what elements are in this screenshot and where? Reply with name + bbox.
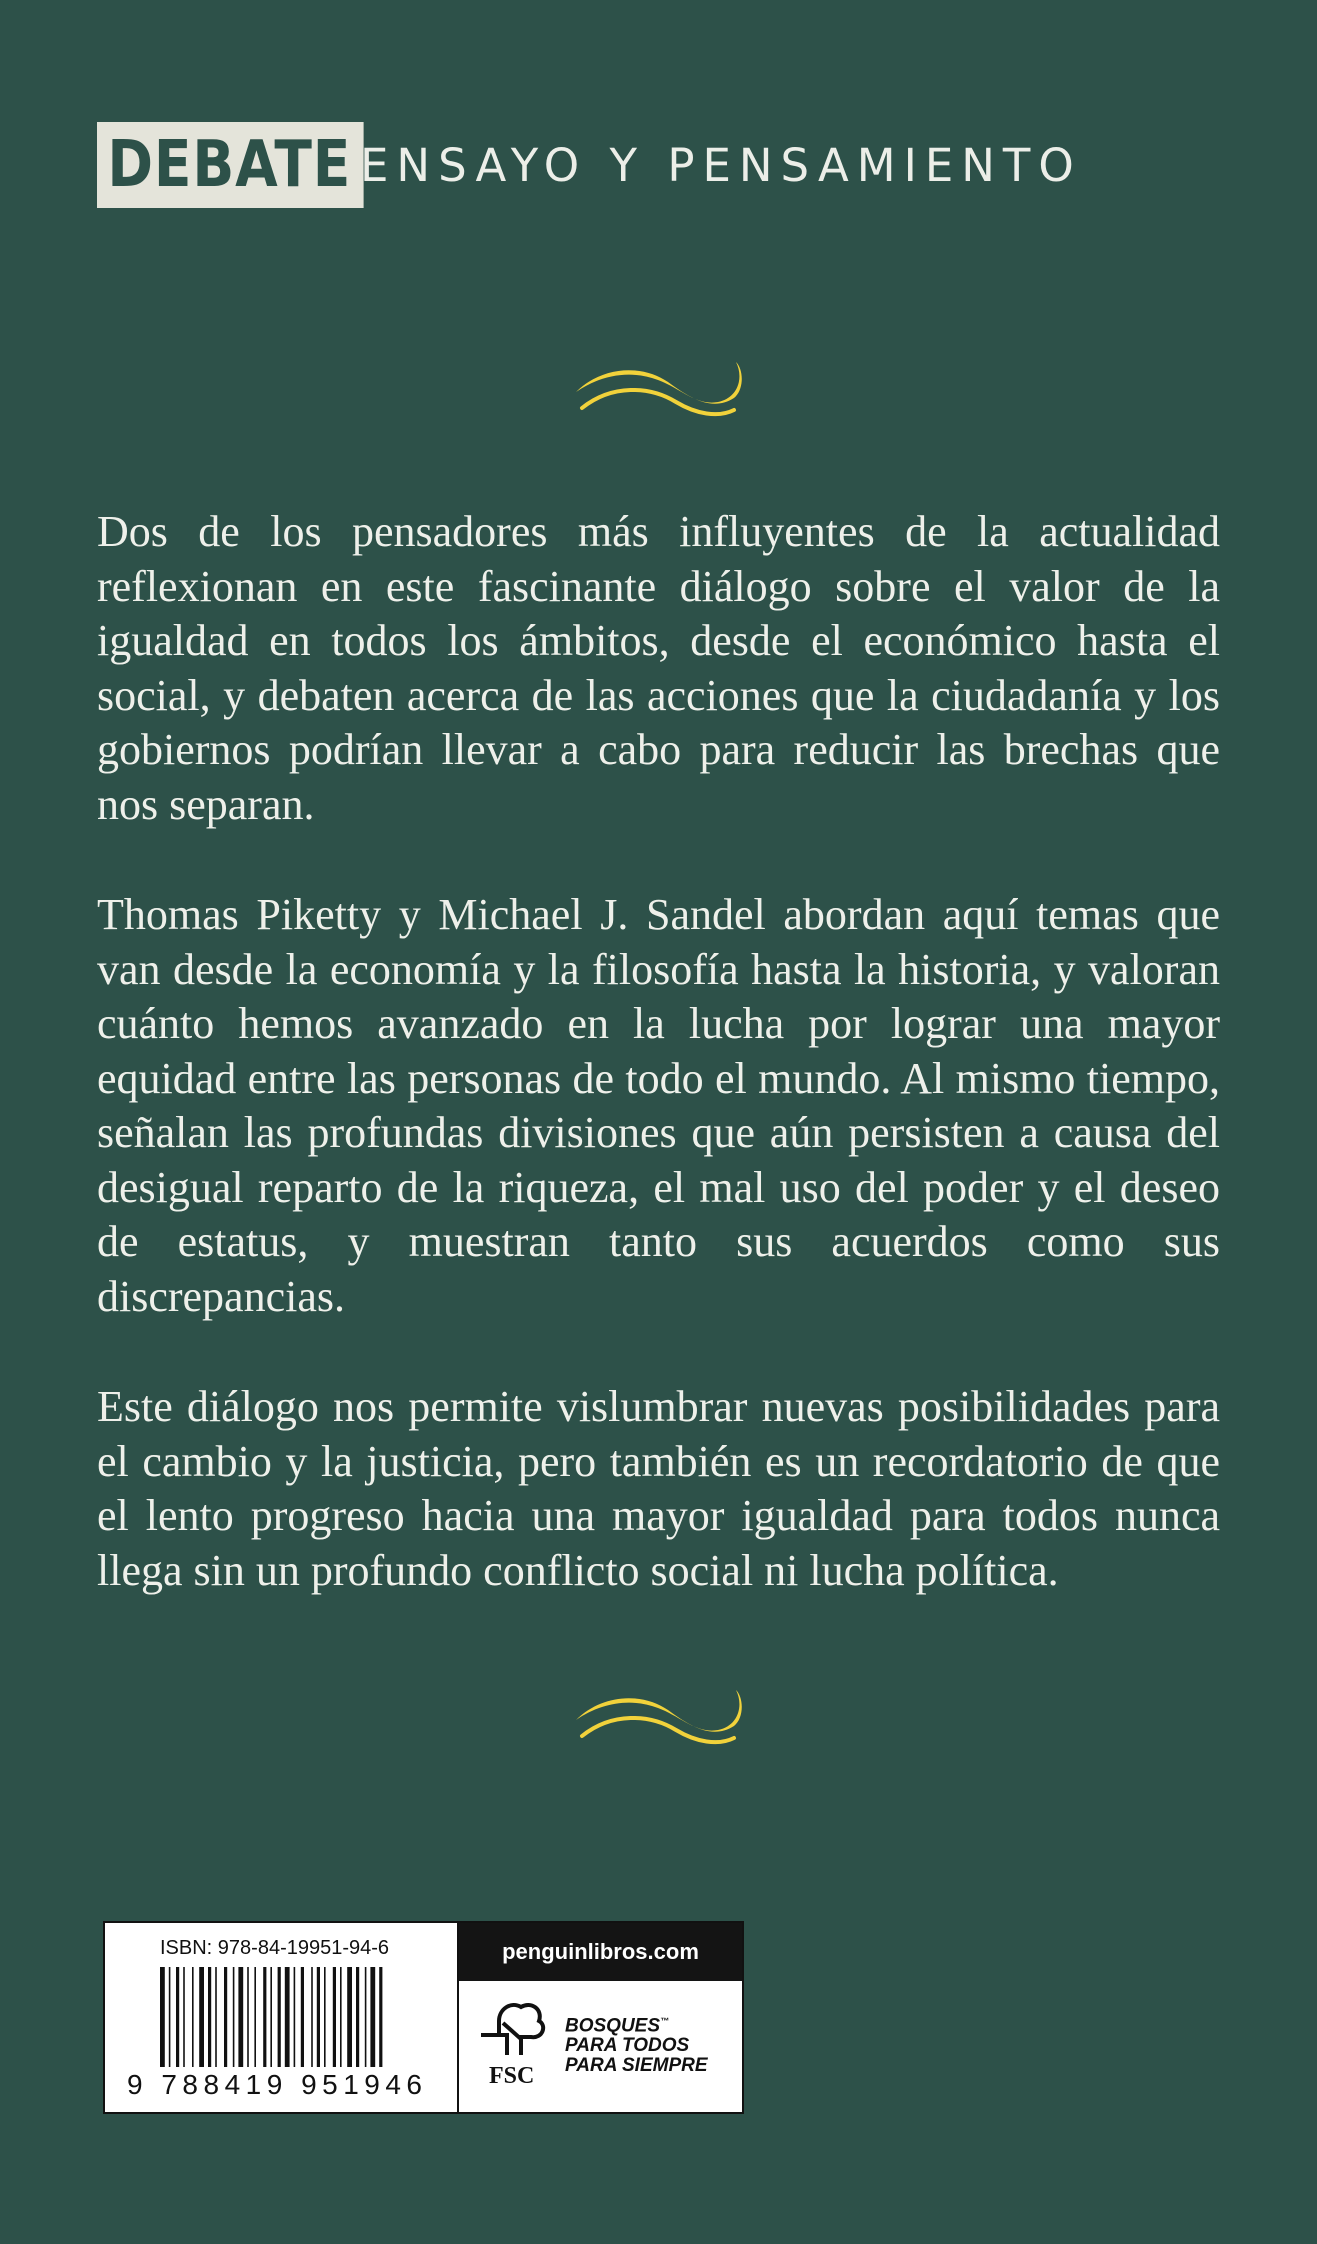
collection-name: ENSAYO Y PENSAMIENTO [360, 139, 1082, 192]
publisher-website: penguinlibros.com [459, 1923, 742, 1981]
swash-ornament-icon [572, 358, 744, 422]
fsc-slogan [565, 2011, 708, 2076]
fsc-tree-icon [477, 1995, 549, 2059]
isbn-number: ISBN: 978-84-19951-94-6 [160, 1937, 390, 1959]
blurb-paragraph-1: Dos de los pensadores más influyentes de la actualidad reflexionan en este fascinante diálogo sobre el valor de la igualdad en todos los ámbitos, desde el económico hasta el social, y debaten acerca de las acciones que la ciudadanía y los gobiernos podrían llevar a cabo para reducir las brechas que nos separan. [97, 507, 1220, 829]
barcode-digits: 9 788419 951946 [127, 2069, 428, 2100]
fsc-certification [459, 1981, 742, 2112]
imprint-area [459, 1923, 742, 2112]
blurb-paragraph-2: Thomas Piketty y Michael J. Sandel abordan aquí temas que van desde la economía y la filosofía hasta la historia, y valoran cuánto hemos avanzado en la lucha por lograr una mayor equidad entre las personas de todo el mundo. Al mismo tiempo, señalan las profundas divisiones que aún persisten a causa del desigual reparto de la riqueza, el mal uso del poder y el deseo de estatus, y muestran tanto sus acuerdos como sus discrepancias. [97, 890, 1220, 1321]
blurb-paragraph-3: Este diálogo nos permite vislumbrar nuevas posibilidades para el cambio y la justicia, pero también es un recordatorio de que el lento progreso hacia una mayor igualdad para todos nunca llega sin un profundo conflicto social ni lucha política. [97, 1382, 1220, 1595]
barcode-panel [103, 1921, 744, 2114]
fsc-label: FSC [489, 2063, 535, 2089]
isbn-area [105, 1923, 459, 2112]
fsc-slogan-line-1: BOSQUES [565, 2015, 661, 2037]
publisher-logo: DEBATE [97, 122, 363, 208]
fsc-slogan-line-3: PARA SIEMPRE [565, 2055, 708, 2077]
trademark-symbol: ™ [660, 2016, 670, 2026]
fsc-slogan-line-2: PARA TODOS [565, 2035, 690, 2057]
swash-ornament-icon [572, 1686, 744, 1750]
